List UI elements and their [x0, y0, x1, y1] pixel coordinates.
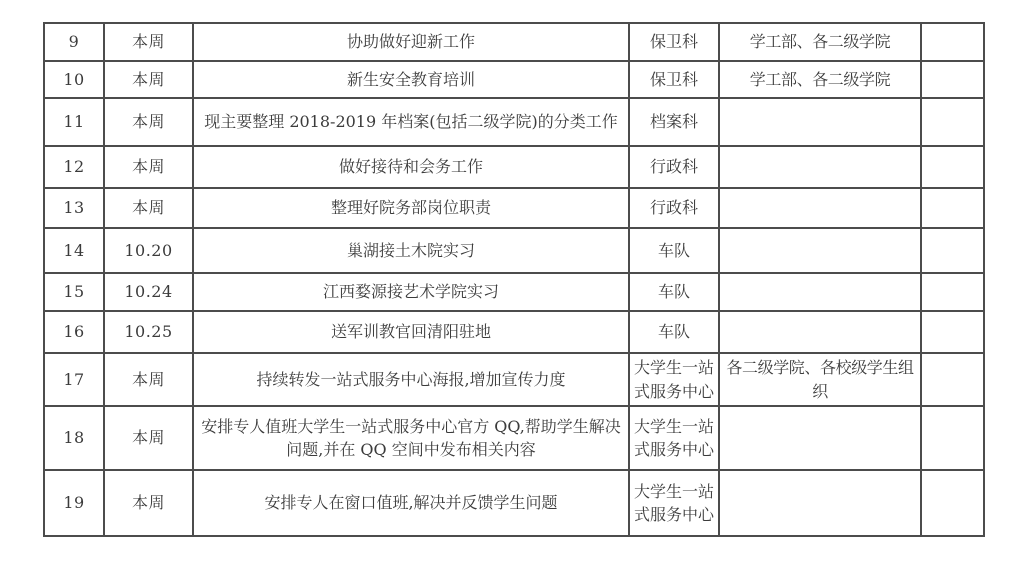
cell-time: 本周: [104, 406, 193, 470]
cell-row-number: 19: [44, 470, 104, 536]
cell-collaborators: [719, 406, 921, 470]
cell-collaborators: 学工部、各二级学院: [719, 23, 921, 61]
cell-collaborators: [719, 188, 921, 228]
table-row-13: [44, 188, 984, 228]
cell-department: 档案科: [629, 98, 719, 146]
cell-time: 10.20: [104, 228, 193, 273]
cell-row-number: 18: [44, 406, 104, 470]
cell-department: 车队: [629, 273, 719, 311]
cell-collaborators: 学工部、各二级学院: [719, 61, 921, 98]
table-row-17: [44, 353, 984, 406]
cell-task: 做好接待和会务工作: [193, 146, 629, 188]
cell-department: 保卫科: [629, 23, 719, 61]
cell-time: 本周: [104, 353, 193, 406]
cell-time: 本周: [104, 146, 193, 188]
cell-collaborators: [719, 146, 921, 188]
table-row-19: [44, 470, 984, 536]
cell-task: 巢湖接土木院实习: [193, 228, 629, 273]
cell-row-number: 14: [44, 228, 104, 273]
cell-collaborators: [719, 98, 921, 146]
cell-note: [921, 61, 984, 98]
cell-department: 车队: [629, 228, 719, 273]
cell-task: 现主要整理 2018-2019 年档案(包括二级学院)的分类工作: [193, 98, 629, 146]
cell-note: [921, 146, 984, 188]
cell-time: 本周: [104, 61, 193, 98]
cell-note: [921, 188, 984, 228]
cell-time: 10.24: [104, 273, 193, 311]
cell-task: 送军训教官回清阳驻地: [193, 311, 629, 353]
cell-collaborators: [719, 228, 921, 273]
cell-department: 车队: [629, 311, 719, 353]
table-row-15: [44, 273, 984, 311]
table-row-14: [44, 228, 984, 273]
cell-task: 江西婺源接艺术学院实习: [193, 273, 629, 311]
cell-row-number: 9: [44, 23, 104, 61]
cell-time: 本周: [104, 470, 193, 536]
cell-note: [921, 406, 984, 470]
cell-note: [921, 23, 984, 61]
cell-note: [921, 228, 984, 273]
cell-note: [921, 98, 984, 146]
cell-row-number: 13: [44, 188, 104, 228]
cell-time: 本周: [104, 98, 193, 146]
cell-department: 保卫科: [629, 61, 719, 98]
cell-collaborators: [719, 311, 921, 353]
table-row-10: [44, 61, 984, 98]
cell-row-number: 11: [44, 98, 104, 146]
cell-task: 整理好院务部岗位职责: [193, 188, 629, 228]
cell-row-number: 15: [44, 273, 104, 311]
cell-task: 协助做好迎新工作: [193, 23, 629, 61]
cell-note: [921, 353, 984, 406]
cell-task: 安排专人在窗口值班,解决并反馈学生问题: [193, 470, 629, 536]
table-row-16: [44, 311, 984, 353]
table-row-11: [44, 98, 984, 146]
cell-time: 本周: [104, 188, 193, 228]
cell-department: 大学生一站式服务中心: [629, 406, 719, 470]
cell-row-number: 12: [44, 146, 104, 188]
table-row-12: [44, 146, 984, 188]
cell-department: 大学生一站式服务中心: [629, 353, 719, 406]
cell-time: 10.25: [104, 311, 193, 353]
work-plan-table: [43, 22, 985, 537]
cell-collaborators: [719, 470, 921, 536]
cell-task: 新生安全教育培训: [193, 61, 629, 98]
cell-task: 持续转发一站式服务中心海报,增加宣传力度: [193, 353, 629, 406]
cell-time: 本周: [104, 23, 193, 61]
cell-note: [921, 273, 984, 311]
cell-task: 安排专人值班大学生一站式服务中心官方 QQ,帮助学生解决问题,并在 QQ 空间中发布相关内容: [193, 406, 629, 470]
cell-department: 大学生一站式服务中心: [629, 470, 719, 536]
cell-note: [921, 311, 984, 353]
cell-collaborators: 各二级学院、各校级学生组织: [719, 353, 921, 406]
cell-row-number: 16: [44, 311, 104, 353]
cell-row-number: 17: [44, 353, 104, 406]
table-row-9: [44, 23, 984, 61]
cell-collaborators: [719, 273, 921, 311]
cell-note: [921, 470, 984, 536]
cell-row-number: 10: [44, 61, 104, 98]
cell-department: 行政科: [629, 146, 719, 188]
cell-department: 行政科: [629, 188, 719, 228]
table-row-18: [44, 406, 984, 470]
